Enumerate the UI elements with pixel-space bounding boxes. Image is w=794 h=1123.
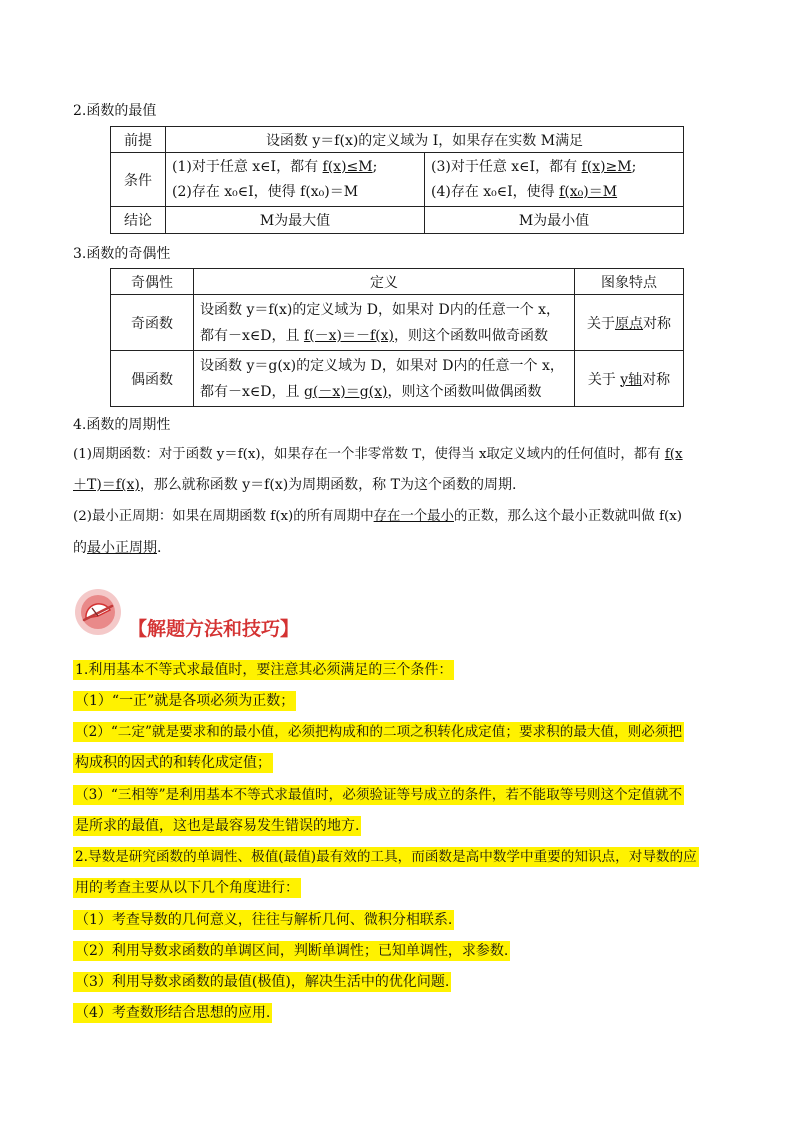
min-period-pre: (2)最小正周期：如果在周期函数 f(x)的所有周期中	[73, 509, 374, 524]
even-feat-post: 对称	[642, 371, 671, 388]
cond3-post: ;	[631, 158, 637, 175]
cond3-underlined: f(x)≥M	[581, 158, 632, 175]
odd-function-label: 奇函数	[111, 295, 194, 351]
tip-line	[73, 692, 296, 710]
odd-def-underlined: f(－x)＝－f(x)	[303, 327, 394, 344]
extremum-table	[110, 126, 684, 234]
min-period-line2	[73, 539, 161, 557]
tip-line	[73, 879, 301, 897]
even-def-line1: 设函数 y＝g(x)的定义域为 D，如果对 D内的任意一个 x，	[200, 357, 564, 374]
tip-text: （3）利用导数求函数的最值(极值)，解决生活中的优化问题.	[75, 974, 450, 990]
min-period-post: 的正数，那么这个最小正数就叫做 f(x)	[453, 509, 683, 524]
cond4-pre: (4)存在 x₀∈I，使得	[431, 183, 560, 200]
parity-table	[110, 268, 684, 407]
tip-line	[73, 911, 454, 929]
tip-text: （1）“一正”就是各项必须为正数；	[75, 693, 295, 709]
even-function-label: 偶函数	[111, 351, 194, 407]
protractor-icon	[74, 588, 122, 636]
odd-feature-cell	[575, 295, 684, 351]
methods-section-title: 【解题方法和技巧】	[128, 618, 300, 640]
premise-label: 前提	[111, 127, 166, 153]
tip-line	[73, 973, 451, 991]
min-period2-post: .	[157, 540, 162, 556]
cond1-pre: (1)对于任意 x∈I，都有	[172, 158, 323, 175]
condition-max-cell	[166, 153, 425, 207]
period-def-line2	[73, 476, 516, 494]
odd-definition-cell	[194, 295, 575, 351]
odd-def-post: ，则这个函数叫做奇函数	[393, 327, 548, 344]
tip-line	[73, 817, 361, 835]
premise-text: 设函数 y＝f(x)的定义域为 I，如果存在实数 M满足	[166, 127, 684, 153]
tip-text: 2.导数是研究函数的单调性、极值(最值)最有效的工具，而函数是高中数学中重要的知识点，对导数的应	[75, 849, 697, 865]
conclusion-min: M为最小值	[425, 207, 684, 234]
tip-line	[73, 848, 699, 866]
section-3-title: 3.函数的奇偶性	[73, 246, 171, 262]
even-feat-pre: 关于	[587, 371, 621, 388]
header-parity: 奇偶性	[111, 269, 194, 295]
condition-label: 条件	[111, 153, 166, 207]
even-feat-underlined: y轴	[620, 371, 643, 388]
tip-text: （1）考查导数的几何意义，往往与解析几何、微积分相联系.	[75, 912, 453, 928]
conclusion-label: 结论	[111, 207, 166, 234]
tip-line	[73, 786, 684, 804]
section-2-title: 2.函数的最值	[73, 103, 157, 119]
odd-def-line1: 设函数 y＝f(x)的定义域为 D，如果对 D内的任意一个 x，	[200, 301, 561, 318]
odd-feat-pre: 关于	[587, 315, 615, 332]
condition-min-cell	[425, 153, 684, 207]
header-graph-feature: 图象特点	[575, 269, 684, 295]
even-def-pre: 都有－x∈D，且	[200, 383, 304, 400]
cond2-text: (2)存在 x₀∈I，使得 f(x₀)＝M	[172, 183, 359, 200]
tip-line	[73, 1004, 272, 1022]
tip-line	[73, 661, 454, 679]
cond3-pre: (3)对于任意 x∈I，都有	[431, 158, 582, 175]
tip-text: （2）利用导数求函数的单调区间，判断单调性；已知单调性，求参数.	[75, 943, 509, 959]
tip-text: （2）“二定”就是要求和的最小值，必须把构成和的二项之积转化成定值；要求积的最大值，则必须把	[75, 724, 683, 740]
min-period-underlined: 存在一个最小	[373, 509, 454, 524]
even-feature-cell	[575, 351, 684, 407]
header-definition: 定义	[194, 269, 575, 295]
period-def-post: ，那么就称函数 y＝f(x)为周期函数，称 T为这个函数的周期.	[139, 477, 517, 493]
period-def-pre: (1)周期函数：对于函数 y＝f(x)，如果存在一个非零常数 T，使得当 x取定义域内的任何值时，都有	[73, 447, 665, 462]
period-def-underlined-a: f(x	[664, 447, 683, 462]
tip-line	[73, 754, 273, 772]
conclusion-max: M为最大值	[166, 207, 425, 234]
tip-text: （3）“三相等”是利用基本不等式求最值时，必须验证等号成立的条件，若不能取等号则这个定值就不	[75, 787, 683, 803]
tip-text: 用的考查主要从以下几个角度进行：	[75, 880, 299, 896]
min-period2-underlined: 最小正周期	[87, 540, 157, 556]
cond1-underlined: f(x)≤M	[322, 158, 373, 175]
cond4-underlined: f(x₀)＝M	[559, 183, 618, 200]
even-def-post: ，则这个函数叫做偶函数	[387, 383, 542, 400]
period-def-line1	[73, 446, 683, 464]
odd-feat-post: 对称	[643, 315, 671, 332]
tip-text: （4）考查数形结合思想的应用.	[75, 1005, 271, 1021]
even-def-underlined: g(－x)＝g(x)	[303, 383, 388, 400]
tip-line	[73, 723, 684, 741]
tip-text: 构成积的因式的和转化成定值；	[75, 755, 271, 771]
tip-line	[73, 942, 510, 960]
section-4-title: 4.函数的周期性	[73, 417, 171, 433]
min-period-line1	[73, 508, 682, 526]
odd-feat-underlined: 原点	[615, 315, 643, 332]
tip-text: 1.利用基本不等式求最值时，要注意其必须满足的三个条件：	[75, 662, 453, 678]
even-definition-cell	[194, 351, 575, 407]
period-def-underlined-b: ＋T)＝f(x)	[73, 477, 140, 493]
cond1-post: ;	[372, 158, 378, 175]
odd-def-pre: 都有－x∈D，且	[200, 327, 304, 344]
tip-text: 是所求的最值，这也是最容易发生错误的地方.	[75, 818, 360, 834]
min-period2-pre: 的	[73, 540, 87, 556]
